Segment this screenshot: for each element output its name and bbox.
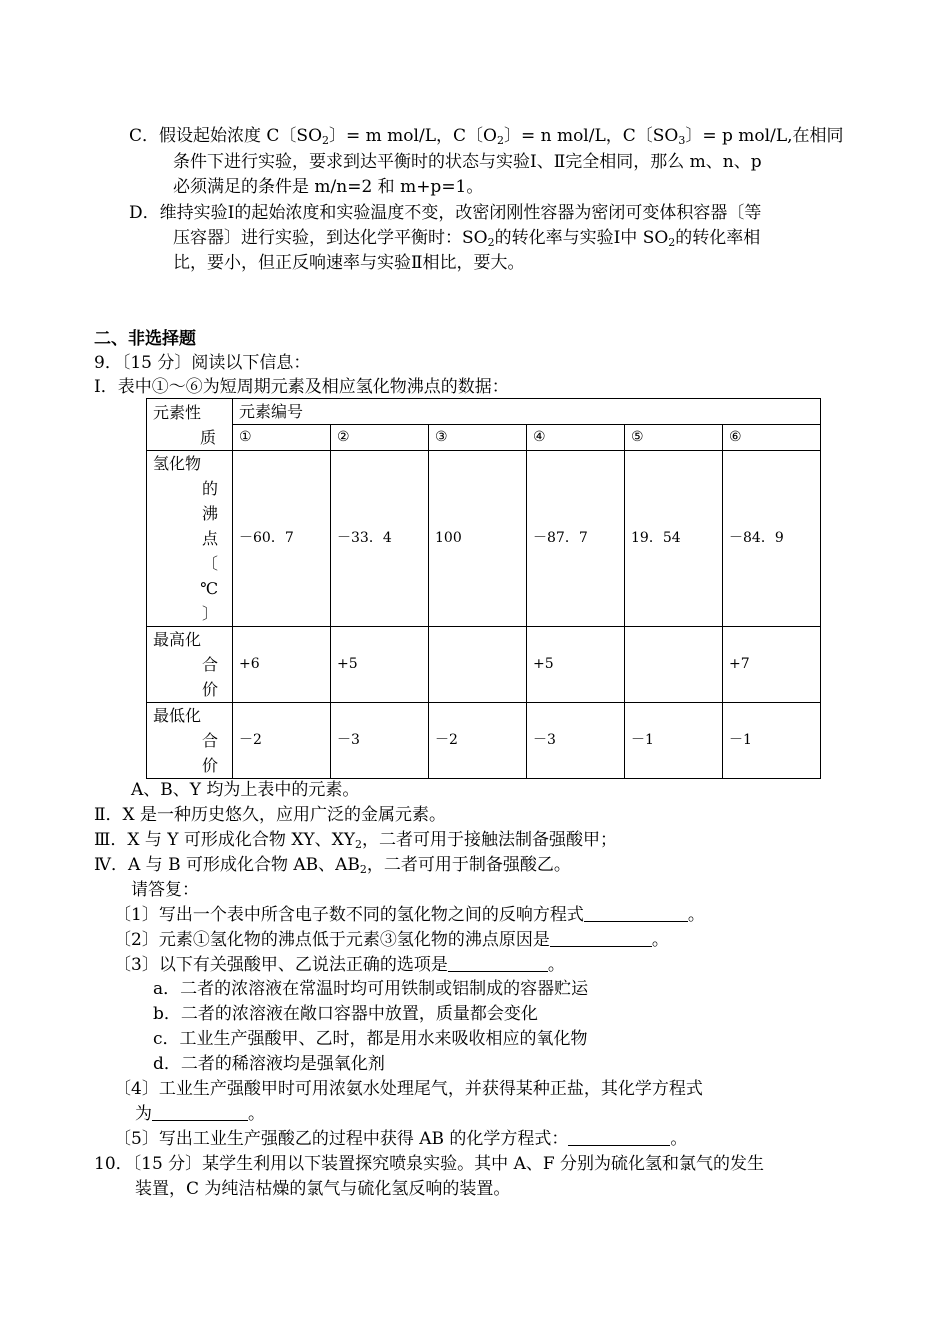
answer-blank-3[interactable] [448, 953, 548, 972]
min-value-5: －1 [625, 703, 723, 779]
min-label-part: 价 [201, 756, 218, 775]
max-value-5 [625, 627, 723, 703]
q10-line-1: 10．〔15 分〕某学生利用以下装置探究喷泉实验。其中 A、F 分别为硫化氢和氯气的发生 [94, 1154, 765, 1174]
answer-blank-1[interactable] [584, 903, 688, 922]
max-value-4: +5 [527, 627, 625, 703]
max-value-3 [429, 627, 527, 703]
bp-label-part: ℃ [200, 579, 218, 598]
bp-label-part: 沸 [201, 504, 218, 523]
element-5: ⑤ [625, 425, 723, 451]
option-c-line-2: 条件下进行实验，要求到达平衡时的状态与实验Ⅰ、Ⅱ完全相同，那么 m、n、p [173, 152, 762, 172]
element-6: ⑥ [723, 425, 821, 451]
section-title: 二、非选择题 [94, 329, 196, 349]
bp-label-part: 〕 [201, 604, 218, 623]
bp-label-part: 氢化物 [153, 454, 202, 473]
bp-value-3: 100 [429, 451, 527, 627]
q9-info-3: Ⅲ．X 与 Y 可形成化合物 XY、$XY_2$，二者可用于接触法制备强酸甲； [94, 830, 617, 851]
answer-blank-4[interactable] [152, 1102, 248, 1121]
q9-sub-4-line-1: 〔4〕工业生产强酸甲时可用浓氨水处理尾气，并获得某种正盐，其化学方程式 [114, 1079, 703, 1099]
min-value-3: －2 [429, 703, 527, 779]
choice-c: c．工业生产强酸甲、乙时，都是用水来吸收相应的氧化物 [153, 1029, 588, 1049]
element-1: ① [233, 425, 331, 451]
element-data-table [146, 398, 821, 779]
q9-sub-2: 〔2〕元素①氢化物的沸点低于元素③氢化物的沸点原因是 。 [114, 930, 669, 950]
answer-prompt: 请答复： [131, 880, 199, 900]
min-value-6: －1 [723, 703, 821, 779]
min-value-4: －3 [527, 703, 625, 779]
bp-value-4: －87．7 [527, 451, 625, 627]
min-valence-label [147, 703, 233, 779]
q9-info-4: Ⅳ．A 与 B 可形成化合物 AB、$AB_2$，二者可用于制备强酸乙。 [94, 855, 571, 876]
max-label-part: 价 [201, 680, 218, 699]
q9-sub-4-line-2: 为 。 [135, 1104, 265, 1124]
max-label-part: 合 [201, 655, 218, 674]
q9-sub-1: 〔1〕写出一个表中所含电子数不同的氢化物之间的反响方程式 。 [114, 905, 705, 925]
element-number-header: 元素编号 [233, 399, 821, 425]
choice-b: b．二者的浓溶液在敞口容器中放置，质量都会变化 [153, 1004, 538, 1024]
q9-note: A、B、Y 均为上表中的元素。 [131, 780, 360, 800]
max-value-6: +7 [723, 627, 821, 703]
option-d-line-3: 比，要小，但正反响速率与实验Ⅱ相比，要大。 [173, 253, 525, 273]
element-4: ④ [527, 425, 625, 451]
max-value-2: +5 [331, 627, 429, 703]
bp-value-2: －33．4 [331, 451, 429, 627]
bp-label-part: 点 [201, 529, 218, 548]
option-c-line-1: C．假设起始浓度 C〔$SO_2$〕= m mol/L，C〔$O_2$〕= n mol/L，C〔$SO_3$〕= p mol/L,在相同 [129, 126, 844, 147]
property-header-bottom: 质 [199, 427, 216, 447]
element-2: ② [331, 425, 429, 451]
option-d-line-1: D．维持实验Ⅰ的起始浓度和实验温度不变，改密闭刚性容器为密闭可变体积容器〔等 [129, 203, 762, 223]
min-value-1: －2 [233, 703, 331, 779]
option-d-line-2: 压容器〕进行实验，到达化学平衡时：$SO_2$的转化率与实验Ⅰ中 $SO_2$的转化率相 [173, 228, 761, 249]
bp-value-5: 19．54 [625, 451, 723, 627]
q9-header: 9．〔15 分〕阅读以下信息： [94, 353, 311, 373]
q9-intro: Ⅰ．表中①～⑥为短周期元素及相应氢化物沸点的数据： [94, 377, 509, 397]
bp-label-part: 〔 [201, 554, 218, 573]
q9-info-2: Ⅱ．X 是一种历史悠久，应用广泛的金属元素。 [94, 805, 447, 825]
max-valence-label [147, 627, 233, 703]
bp-label-part: 的 [201, 479, 218, 498]
q9-sub-3: 〔3〕以下有关强酸甲、乙说法正确的选项是 。 [114, 955, 565, 975]
property-header [147, 399, 233, 451]
min-label-part: 最低化 [153, 706, 202, 725]
boiling-point-label [147, 451, 233, 627]
min-label-part: 合 [201, 731, 218, 750]
answer-blank-5[interactable] [568, 1127, 670, 1146]
q10-line-2: 装置，C 为纯洁枯燥的氯气与硫化氢反响的装置。 [135, 1179, 511, 1199]
choice-a: a．二者的浓溶液在常温时均可用铁制或铝制成的容器贮运 [153, 979, 589, 999]
answer-blank-2[interactable] [550, 928, 652, 947]
element-3: ③ [429, 425, 527, 451]
max-label-part: 最高化 [153, 630, 202, 649]
q9-sub-5: 〔5〕写出工业生产强酸乙的过程中获得 AB 的化学方程式： 。 [114, 1129, 688, 1149]
bp-value-1: －60．7 [233, 451, 331, 627]
property-header-top: 元素性 [153, 402, 202, 422]
max-value-1: +6 [233, 627, 331, 703]
choice-d: d．二者的稀溶液均是强氧化剂 [153, 1054, 385, 1074]
bp-value-6: －84．9 [723, 451, 821, 627]
option-c-line-3: 必须满足的条件是 m/n=2 和 m+p=1。 [173, 177, 484, 197]
min-value-2: －3 [331, 703, 429, 779]
